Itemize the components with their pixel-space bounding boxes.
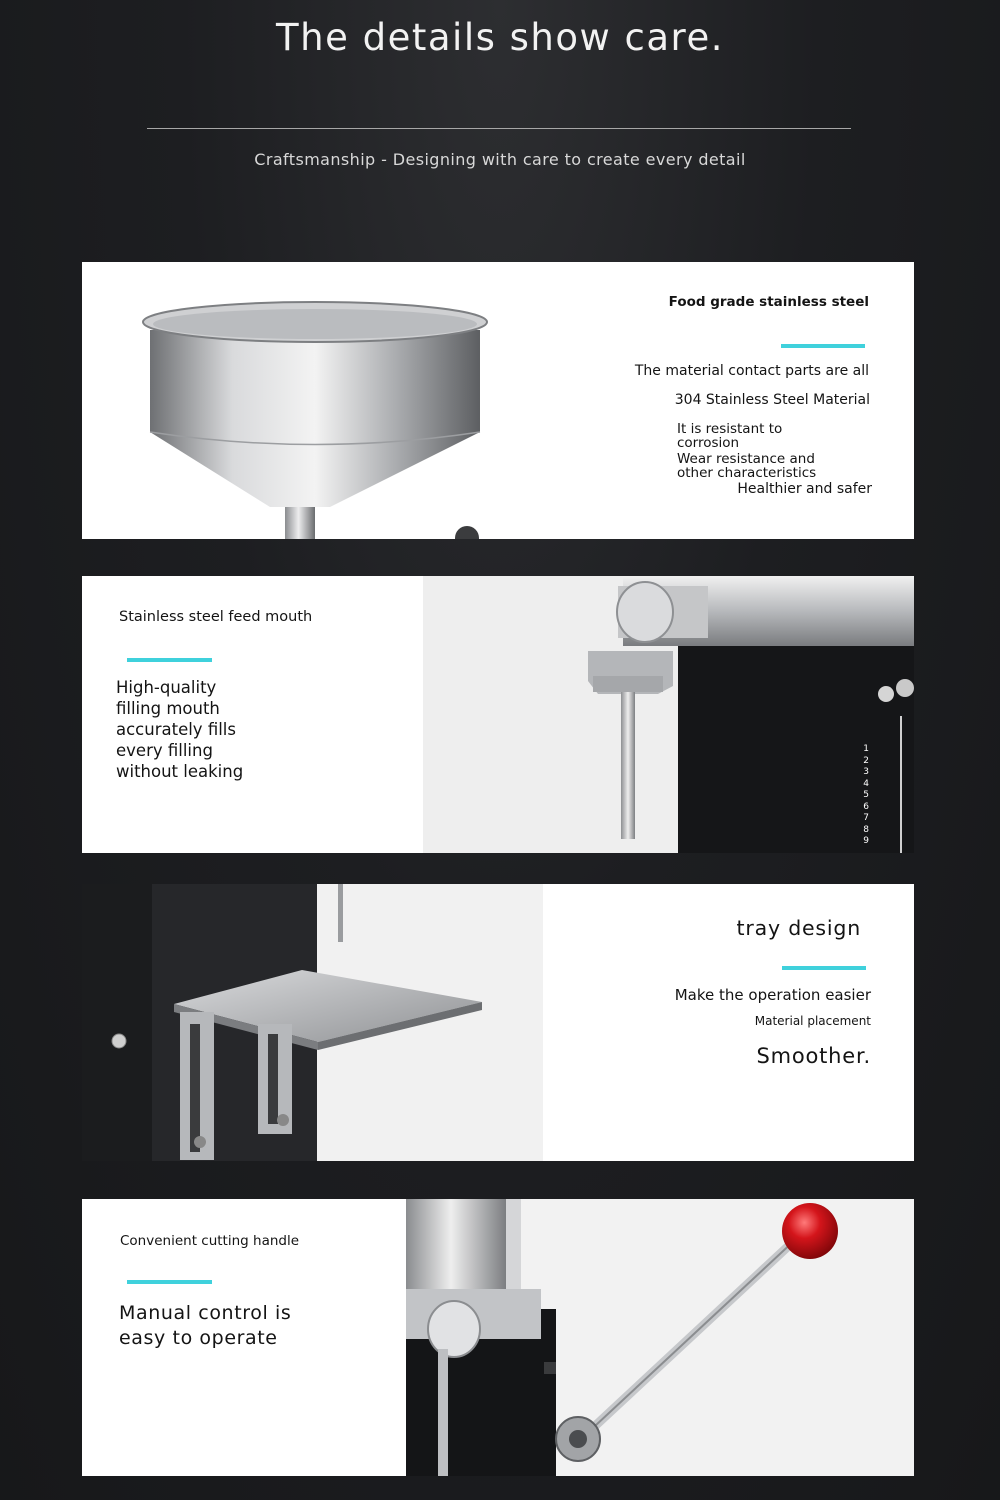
card-line: other characteristics bbox=[677, 465, 817, 481]
card-line: easy to operate bbox=[119, 1327, 278, 1349]
card-heading: tray design bbox=[736, 916, 861, 940]
card-heading: Convenient cutting handle bbox=[120, 1233, 300, 1249]
funnel-photo bbox=[82, 262, 545, 539]
page-title: The details show care. bbox=[276, 16, 724, 59]
handle-text-panel bbox=[82, 1199, 406, 1476]
funnel-text-panel bbox=[545, 262, 914, 539]
scale-marks bbox=[859, 744, 879, 848]
card-line: filling mouth bbox=[116, 699, 220, 718]
scale-mark: 7 bbox=[863, 813, 869, 823]
card-heading: Food grade stainless steel bbox=[668, 294, 869, 310]
stainless-funnel-icon bbox=[82, 262, 545, 539]
card-line: The material contact parts are all bbox=[634, 363, 869, 379]
card-line: accurately fills bbox=[116, 720, 236, 739]
scale-mark: 2 bbox=[863, 755, 869, 766]
scale-mark: 3 bbox=[863, 767, 869, 777]
adjustable-tray-icon bbox=[82, 884, 543, 1161]
scale-mark: 1 bbox=[863, 744, 869, 754]
scale-mark: 9 bbox=[863, 836, 869, 846]
card-line: Smoother. bbox=[756, 1044, 871, 1068]
accent-bar bbox=[781, 344, 865, 348]
accent-bar bbox=[127, 658, 212, 662]
card-line: Healthier and safer bbox=[737, 481, 872, 497]
card-line: High-quality bbox=[116, 678, 217, 697]
scale-mark: 8 bbox=[863, 824, 869, 835]
feature-card-feed-mouth bbox=[82, 576, 914, 853]
feature-card-funnel bbox=[82, 262, 914, 539]
page-subtitle: Craftsmanship - Designing with care to create every detail bbox=[254, 150, 746, 169]
accent-bar bbox=[127, 1280, 212, 1284]
scale-mark: 6 bbox=[863, 801, 869, 812]
card-line: It is resistant to bbox=[677, 421, 783, 437]
feature-card-handle bbox=[82, 1199, 914, 1476]
feed-mouth-text-panel bbox=[82, 576, 423, 853]
feature-card-tray bbox=[82, 884, 914, 1161]
card-line: Make the operation easier bbox=[674, 986, 871, 1004]
card-line: 304 Stainless Steel Material bbox=[674, 392, 870, 408]
card-line: without leaking bbox=[116, 762, 244, 781]
lever-handle-icon bbox=[406, 1199, 914, 1476]
header-divider bbox=[147, 128, 851, 129]
scale-mark: 5 bbox=[863, 790, 869, 800]
card-line: corrosion bbox=[677, 435, 740, 451]
handle-photo bbox=[406, 1199, 914, 1476]
tray-photo bbox=[82, 884, 543, 1161]
card-line: every filling bbox=[116, 741, 213, 760]
card-line: Wear resistance and bbox=[677, 451, 815, 467]
card-line: Material placement bbox=[754, 1014, 871, 1028]
card-heading: Stainless steel feed mouth bbox=[119, 609, 313, 625]
feed-mouth-photo bbox=[423, 576, 914, 853]
accent-bar bbox=[782, 966, 866, 970]
scale-mark: 4 bbox=[863, 778, 869, 789]
card-line: Manual control is bbox=[119, 1302, 292, 1324]
tray-text-panel bbox=[543, 884, 914, 1161]
filling-nozzle-icon bbox=[423, 576, 914, 853]
